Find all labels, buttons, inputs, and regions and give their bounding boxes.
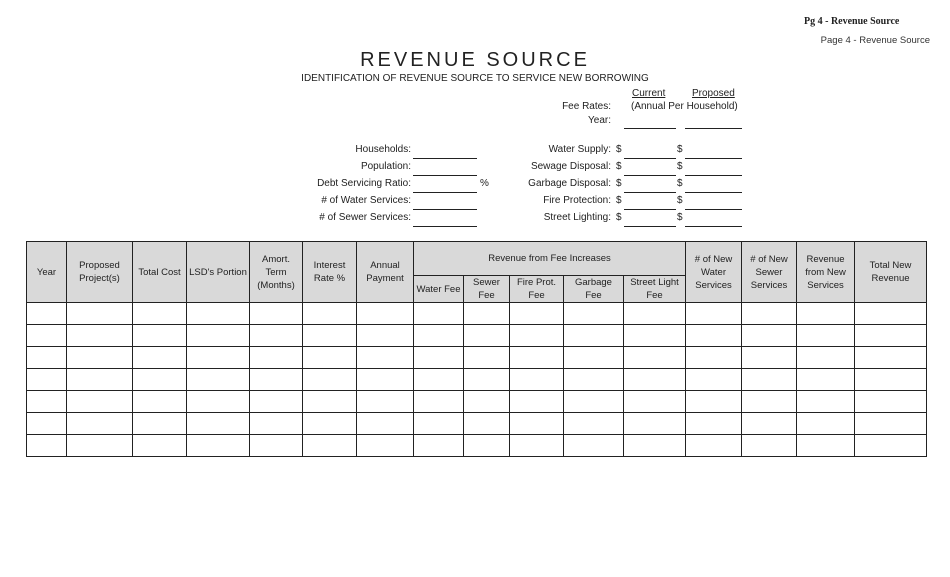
debt-ratio-field[interactable]	[413, 192, 477, 193]
cell-sewer-fee[interactable]	[464, 303, 510, 325]
population-label: Population:	[360, 161, 411, 172]
cell-total-new-revenue[interactable]	[855, 369, 927, 391]
proposed-label: Proposed	[692, 88, 735, 99]
cell-new-sewer-services[interactable]	[742, 435, 797, 457]
header-garbage-fee: Garbage Fee	[564, 276, 624, 303]
cell-total-new-revenue[interactable]	[855, 435, 927, 457]
proposed-year-field[interactable]	[685, 128, 742, 129]
cell-interest-rate[interactable]	[303, 325, 357, 347]
page-label: Page 4 - Revenue Source	[820, 35, 930, 46]
cell-amort-term[interactable]	[250, 435, 303, 457]
garbage-proposed-field[interactable]	[685, 192, 742, 193]
cell-new-sewer-services[interactable]	[742, 413, 797, 435]
cell-new-water-services[interactable]	[686, 369, 742, 391]
page-subtitle	[0, 73, 950, 84]
table-row	[27, 303, 927, 325]
cell-street-light-fee[interactable]	[624, 435, 686, 457]
cell-year[interactable]	[27, 435, 67, 457]
cell-year[interactable]	[27, 369, 67, 391]
current-year-field[interactable]	[624, 128, 676, 129]
cell-new-sewer-services[interactable]	[742, 303, 797, 325]
fee-rates-label: Fee Rates:	[562, 101, 611, 112]
street-current-dollar: $	[616, 212, 622, 223]
cell-revenue-new-services[interactable]	[797, 413, 855, 435]
street-proposed-field[interactable]	[685, 226, 742, 227]
cell-street-light-fee[interactable]	[624, 325, 686, 347]
cell-year[interactable]	[27, 413, 67, 435]
cell-revenue-new-services[interactable]	[797, 303, 855, 325]
cell-amort-term[interactable]	[250, 347, 303, 369]
page-title: REVENUE SOURCE	[360, 49, 590, 71]
fire-proposed-field[interactable]	[685, 209, 742, 210]
table-row	[27, 413, 927, 435]
cell-new-water-services[interactable]	[686, 347, 742, 369]
cell-fire-prot-fee[interactable]	[510, 435, 564, 457]
cell-new-water-services[interactable]	[686, 325, 742, 347]
cell-total-new-revenue[interactable]	[855, 303, 927, 325]
cell-total-new-revenue[interactable]	[855, 391, 927, 413]
water-supply-current-field[interactable]	[624, 158, 676, 159]
sewage-proposed-dollar: $	[677, 161, 683, 172]
cell-revenue-new-services[interactable]	[797, 369, 855, 391]
cell-revenue-new-services[interactable]	[797, 325, 855, 347]
header-new-water-services: # of New Water Services	[686, 242, 742, 303]
cell-water-fee[interactable]	[414, 413, 464, 435]
cell-water-fee[interactable]	[414, 325, 464, 347]
header-annual-payment: Annual Payment	[357, 242, 414, 303]
cell-garbage-fee[interactable]	[564, 303, 624, 325]
annual-label: (Annual Per Household)	[631, 101, 738, 112]
cell-lsd-portion[interactable]	[187, 325, 250, 347]
cell-lsd-portion[interactable]	[187, 413, 250, 435]
subtitle-text: IDENTIFICATION OF REVENUE SOURCE TO SERVICE NEW BORROWING	[301, 73, 649, 84]
cell-new-water-services[interactable]	[686, 303, 742, 325]
cell-interest-rate[interactable]	[303, 435, 357, 457]
cell-fire-prot-fee[interactable]	[510, 347, 564, 369]
cell-new-sewer-services[interactable]	[742, 369, 797, 391]
cell-fire-prot-fee[interactable]	[510, 413, 564, 435]
cell-fire-prot-fee[interactable]	[510, 369, 564, 391]
cell-total-cost[interactable]	[133, 391, 187, 413]
cell-interest-rate[interactable]	[303, 303, 357, 325]
population-field[interactable]	[413, 175, 477, 176]
cell-new-sewer-services[interactable]	[742, 347, 797, 369]
header-new-sewer-services: # of New Sewer Services	[742, 242, 797, 303]
cell-garbage-fee[interactable]	[564, 347, 624, 369]
header-amort-term: Amort. Term (Months)	[250, 242, 303, 303]
cell-amort-term[interactable]	[250, 391, 303, 413]
water-supply-current-dollar: $	[616, 144, 622, 155]
cell-year[interactable]	[27, 325, 67, 347]
sewage-disposal-label: Sewage Disposal:	[530, 161, 611, 172]
cell-interest-rate[interactable]	[303, 369, 357, 391]
cell-sewer-fee[interactable]	[464, 435, 510, 457]
cell-amort-term[interactable]	[250, 325, 303, 347]
cell-water-fee[interactable]	[414, 391, 464, 413]
sewage-current-field[interactable]	[624, 175, 676, 176]
cell-sewer-fee[interactable]	[464, 369, 510, 391]
header-lsd-portion: LSD's Portion	[187, 242, 250, 303]
cell-annual-payment[interactable]	[357, 325, 414, 347]
header-total-cost: Total Cost	[133, 242, 187, 303]
cell-proposed-projects[interactable]	[67, 325, 133, 347]
garbage-proposed-dollar: $	[677, 178, 683, 189]
street-proposed-dollar: $	[677, 212, 683, 223]
cell-sewer-fee[interactable]	[464, 347, 510, 369]
cell-lsd-portion[interactable]	[187, 435, 250, 457]
street-current-field[interactable]	[624, 226, 676, 227]
cell-lsd-portion[interactable]	[187, 391, 250, 413]
water-services-label: # of Water Services:	[321, 195, 411, 206]
cell-annual-payment[interactable]	[357, 391, 414, 413]
cell-street-light-fee[interactable]	[624, 391, 686, 413]
cell-garbage-fee[interactable]	[564, 413, 624, 435]
table-row	[27, 391, 927, 413]
cell-amort-term[interactable]	[250, 413, 303, 435]
current-label: Current	[632, 88, 666, 99]
fire-current-dollar: $	[616, 195, 622, 206]
fire-protection-label: Fire Protection:	[543, 195, 611, 206]
cell-interest-rate[interactable]	[303, 391, 357, 413]
year-label: Year:	[588, 115, 611, 126]
cell-lsd-portion[interactable]	[187, 303, 250, 325]
cell-annual-payment[interactable]	[357, 303, 414, 325]
cell-water-fee[interactable]	[414, 435, 464, 457]
households-field[interactable]	[413, 158, 477, 159]
header-fire-prot-fee: Fire Prot. Fee	[510, 276, 564, 303]
header-revenue-fee-increases: Revenue from Fee Increases	[414, 242, 686, 276]
header-water-fee: Water Fee	[414, 276, 464, 303]
cell-proposed-projects[interactable]	[67, 303, 133, 325]
cell-lsd-portion[interactable]	[187, 347, 250, 369]
cell-new-water-services[interactable]	[686, 413, 742, 435]
sewage-current-dollar: $	[616, 161, 622, 172]
table-body	[27, 303, 927, 457]
revenue-table	[26, 241, 927, 457]
cell-proposed-projects[interactable]	[67, 369, 133, 391]
header-total-new-revenue: Total New Revenue	[855, 242, 927, 303]
cell-garbage-fee[interactable]	[564, 325, 624, 347]
cell-sewer-fee[interactable]	[464, 325, 510, 347]
water-supply-proposed-field[interactable]	[685, 158, 742, 159]
sewer-services-field[interactable]	[413, 226, 477, 227]
cell-fire-prot-fee[interactable]	[510, 325, 564, 347]
table-row	[27, 347, 927, 369]
cell-new-water-services[interactable]	[686, 391, 742, 413]
cell-street-light-fee[interactable]	[624, 303, 686, 325]
cell-fire-prot-fee[interactable]	[510, 391, 564, 413]
cell-total-cost[interactable]	[133, 369, 187, 391]
cell-new-water-services[interactable]	[686, 435, 742, 457]
cell-year[interactable]	[27, 347, 67, 369]
cell-fire-prot-fee[interactable]	[510, 303, 564, 325]
cell-street-light-fee[interactable]	[624, 347, 686, 369]
table-row	[27, 369, 927, 391]
cell-annual-payment[interactable]	[357, 435, 414, 457]
cell-amort-term[interactable]	[250, 369, 303, 391]
cell-annual-payment[interactable]	[357, 369, 414, 391]
table-row	[27, 435, 927, 457]
cell-lsd-portion[interactable]	[187, 369, 250, 391]
header-revenue-new-services: Revenue from New Services	[797, 242, 855, 303]
cell-total-cost[interactable]	[133, 325, 187, 347]
cell-street-light-fee[interactable]	[624, 413, 686, 435]
percent-sign: %	[480, 178, 489, 189]
table-row	[27, 325, 927, 347]
water-supply-label: Water Supply:	[548, 144, 611, 155]
cell-water-fee[interactable]	[414, 369, 464, 391]
cell-new-sewer-services[interactable]	[742, 391, 797, 413]
cell-revenue-new-services[interactable]	[797, 391, 855, 413]
cell-water-fee[interactable]	[414, 303, 464, 325]
sewage-proposed-field[interactable]	[685, 175, 742, 176]
cell-annual-payment[interactable]	[357, 347, 414, 369]
cell-proposed-projects[interactable]	[67, 413, 133, 435]
garbage-current-field[interactable]	[624, 192, 676, 193]
cell-amort-term[interactable]	[250, 303, 303, 325]
cell-proposed-projects[interactable]	[67, 391, 133, 413]
cell-total-cost[interactable]	[133, 413, 187, 435]
garbage-current-dollar: $	[616, 178, 622, 189]
cell-water-fee[interactable]	[414, 347, 464, 369]
street-lighting-label: Street Lighting:	[543, 212, 611, 223]
fire-current-field[interactable]	[624, 209, 676, 210]
cell-total-cost[interactable]	[133, 347, 187, 369]
header-interest-rate: Interest Rate %	[303, 242, 357, 303]
cell-year[interactable]	[27, 303, 67, 325]
cell-revenue-new-services[interactable]	[797, 435, 855, 457]
header-year: Year	[27, 242, 67, 303]
fire-proposed-dollar: $	[677, 195, 683, 206]
cell-proposed-projects[interactable]	[67, 347, 133, 369]
cell-interest-rate[interactable]	[303, 413, 357, 435]
header-proposed-projects: Proposed Project(s)	[67, 242, 133, 303]
water-services-field[interactable]	[413, 209, 477, 210]
cell-revenue-new-services[interactable]	[797, 347, 855, 369]
cell-new-sewer-services[interactable]	[742, 325, 797, 347]
page-tag: Pg 4 - Revenue Source	[804, 16, 900, 27]
cell-annual-payment[interactable]	[357, 413, 414, 435]
cell-street-light-fee[interactable]	[624, 369, 686, 391]
cell-year[interactable]	[27, 391, 67, 413]
cell-total-new-revenue[interactable]	[855, 347, 927, 369]
garbage-disposal-label: Garbage Disposal:	[528, 178, 611, 189]
header-street-light-fee: Street Light Fee	[624, 276, 686, 303]
water-supply-proposed-dollar: $	[677, 144, 683, 155]
cell-garbage-fee[interactable]	[564, 369, 624, 391]
cell-total-new-revenue[interactable]	[855, 325, 927, 347]
sewer-services-label: # of Sewer Services:	[319, 212, 411, 223]
cell-proposed-projects[interactable]	[67, 435, 133, 457]
cell-garbage-fee[interactable]	[564, 435, 624, 457]
cell-total-cost[interactable]	[133, 303, 187, 325]
cell-garbage-fee[interactable]	[564, 391, 624, 413]
cell-interest-rate[interactable]	[303, 347, 357, 369]
debt-ratio-label: Debt Servicing Ratio:	[317, 178, 411, 189]
cell-total-cost[interactable]	[133, 435, 187, 457]
cell-sewer-fee[interactable]	[464, 413, 510, 435]
header-sewer-fee: Sewer Fee	[464, 276, 510, 303]
cell-total-new-revenue[interactable]	[855, 413, 927, 435]
households-label: Households:	[355, 144, 411, 155]
cell-sewer-fee[interactable]	[464, 391, 510, 413]
